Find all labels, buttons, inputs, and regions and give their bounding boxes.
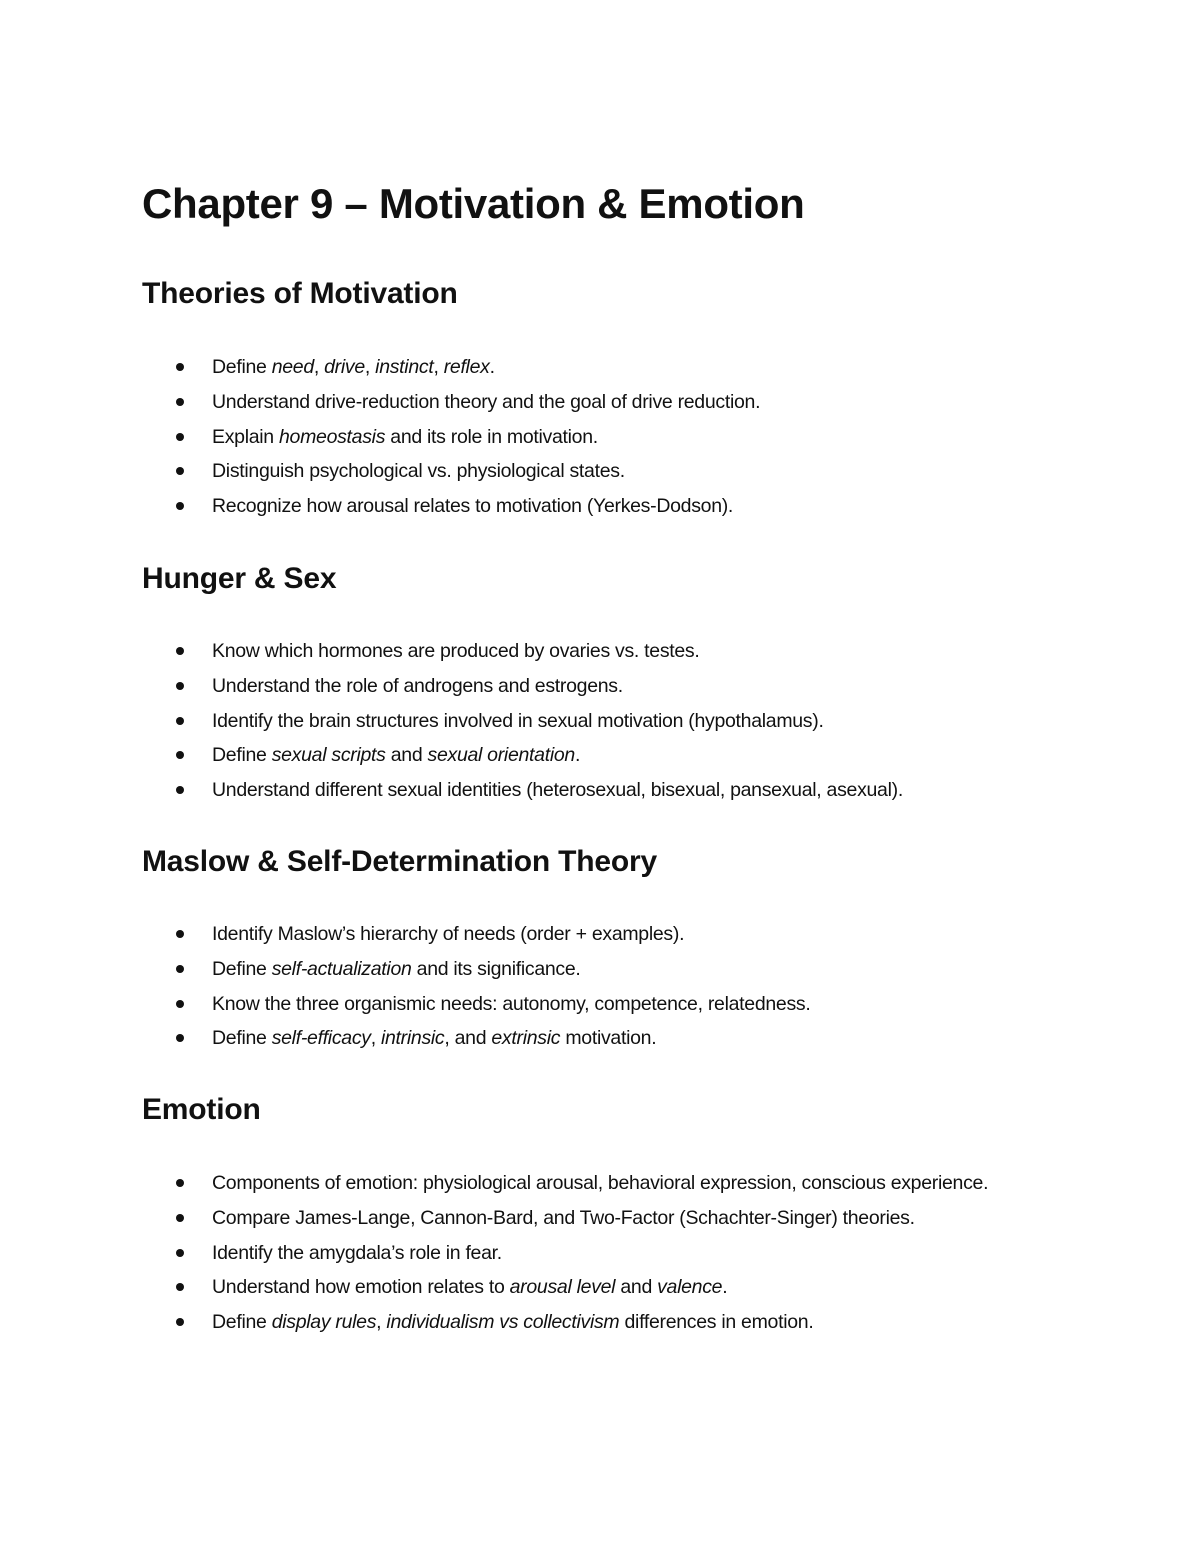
bullet-item bbox=[172, 489, 1072, 524]
bullet-text: Identify the amygdala’s role in fear. bbox=[212, 1241, 502, 1264]
bullet-text: Recognize how arousal relates to motivation (Yerkes-Dodson). bbox=[212, 495, 734, 518]
bullet-dot-icon bbox=[176, 1214, 184, 1222]
bullet-text: , bbox=[370, 1027, 381, 1050]
bullet-item bbox=[172, 917, 1072, 952]
bullet-text-emphasis: intrinsic bbox=[380, 1027, 445, 1050]
bullet-text: and its role in motivation. bbox=[385, 425, 598, 448]
bullet-list-hunger-and-sex bbox=[172, 634, 1072, 808]
bullet-text: Identify Maslow’s hierarchy of needs (order + examples). bbox=[212, 923, 685, 945]
bullet-text: motivation. bbox=[560, 1027, 657, 1050]
bullet-item bbox=[172, 669, 1072, 704]
bullet-dot-icon bbox=[176, 502, 184, 510]
bullet-dot-icon bbox=[176, 363, 184, 371]
bullet-text: Define bbox=[212, 1027, 272, 1050]
bullet-item bbox=[172, 350, 1072, 385]
bullet-text: . bbox=[722, 1276, 728, 1299]
bullet-item bbox=[172, 1166, 1072, 1201]
bullet-text-emphasis: self-actualization bbox=[271, 957, 412, 980]
bullet-text: Explain bbox=[212, 425, 279, 448]
bullet-text: Distinguish psychological vs. physiological states. bbox=[212, 460, 625, 483]
bullet-text-emphasis: homeostasis bbox=[278, 425, 386, 448]
bullet-item bbox=[172, 1021, 1072, 1056]
bullet-dot-icon bbox=[176, 1000, 184, 1008]
bullet-text: Compare James-Lange, Cannon-Bard, and Two-Factor (Schachter-Singer) theories. bbox=[212, 1206, 915, 1229]
bullet-text: , bbox=[376, 1311, 387, 1334]
bullet-item bbox=[172, 634, 1072, 669]
bullet-text: Understand drive-reduction theory and the goal of drive reduction. bbox=[212, 390, 761, 413]
bullet-text: and its significance. bbox=[411, 957, 581, 980]
bullet-item bbox=[172, 773, 1072, 808]
bullet-dot-icon bbox=[176, 682, 184, 690]
bullet-dot-icon bbox=[176, 751, 184, 759]
bullet-text: , bbox=[364, 356, 376, 378]
bullet-dot-icon bbox=[176, 965, 184, 973]
bullet-dot-icon bbox=[176, 1318, 184, 1326]
bullet-dot-icon bbox=[176, 717, 184, 725]
bullet-text: Know which hormones are produced by ovaries vs. testes. bbox=[212, 640, 700, 662]
bullet-text: , bbox=[313, 356, 325, 378]
bullet-text-emphasis: sexual scripts bbox=[271, 744, 386, 767]
bullet-item bbox=[172, 1305, 1072, 1340]
bullet-text: Identify the brain structures involved in sexual motivation (hypothalamus). bbox=[212, 709, 824, 732]
bullet-list-emotion bbox=[172, 1166, 1072, 1340]
bullet-list-theories-of-motivation bbox=[172, 350, 1072, 524]
bullet-dot-icon bbox=[176, 786, 184, 794]
bullet-text-emphasis: reflex bbox=[443, 356, 490, 378]
bullet-text: and bbox=[385, 744, 428, 767]
bullet-item bbox=[172, 385, 1072, 420]
bullet-text-emphasis: display rules bbox=[271, 1311, 377, 1334]
bullet-item bbox=[172, 420, 1072, 455]
bullet-text: Understand how emotion relates to bbox=[212, 1276, 510, 1299]
bullet-item bbox=[172, 1201, 1072, 1236]
bullet-item bbox=[172, 1236, 1072, 1271]
bullet-text: Know the three organismic needs: autonomy, competence, relatedness. bbox=[212, 992, 811, 1015]
bullet-text: . bbox=[489, 356, 495, 378]
bullet-text: , bbox=[433, 356, 444, 378]
bullet-item bbox=[172, 1270, 1072, 1305]
bullet-text: . bbox=[574, 744, 581, 767]
bullet-text: Understand different sexual identities (heterosexual, bisexual, pansexual, asexual). bbox=[212, 779, 903, 802]
bullet-dot-icon bbox=[176, 1249, 184, 1257]
bullet-text-emphasis: sexual orientation bbox=[427, 744, 575, 767]
bullet-item bbox=[172, 952, 1072, 987]
bullet-text: Define bbox=[212, 744, 272, 767]
bullet-dot-icon bbox=[176, 467, 184, 475]
bullet-item bbox=[172, 987, 1072, 1022]
bullet-dot-icon bbox=[176, 930, 184, 938]
bullet-list-maslow-and-self-determination bbox=[172, 917, 1072, 1056]
bullet-dot-icon bbox=[176, 1034, 184, 1042]
bullet-item bbox=[172, 738, 1072, 773]
document-title: Chapter 9 – Motivation & Emotion bbox=[142, 180, 805, 227]
section-heading-maslow-and-self-determination: Maslow & Self-Determination Theory bbox=[142, 845, 657, 878]
bullet-text-emphasis: instinct bbox=[375, 356, 434, 378]
bullet-text-emphasis: need bbox=[271, 356, 314, 378]
bullet-text-emphasis: drive bbox=[324, 356, 365, 378]
bullet-text-emphasis: individualism vs collectivism bbox=[386, 1311, 620, 1334]
bullet-text-emphasis: valence bbox=[657, 1276, 723, 1299]
bullet-text: Define bbox=[212, 1311, 272, 1334]
bullet-text: Components of emotion: physiological arousal, behavioral expression, conscious experience. bbox=[212, 1172, 989, 1194]
bullet-dot-icon bbox=[176, 433, 184, 441]
bullet-text: , and bbox=[444, 1027, 492, 1050]
bullet-dot-icon bbox=[176, 398, 184, 406]
bullet-text: Define bbox=[212, 356, 272, 378]
bullet-text: Define bbox=[212, 957, 272, 980]
section-heading-emotion: Emotion bbox=[142, 1093, 261, 1126]
section-heading-hunger-and-sex: Hunger & Sex bbox=[142, 562, 337, 595]
bullet-item bbox=[172, 704, 1072, 739]
bullet-dot-icon bbox=[176, 647, 184, 655]
bullet-dot-icon bbox=[176, 1283, 184, 1291]
bullet-text-emphasis: extrinsic bbox=[491, 1027, 561, 1050]
bullet-text: and bbox=[615, 1276, 658, 1299]
bullet-text-emphasis: arousal level bbox=[509, 1276, 616, 1299]
bullet-text: differences in emotion. bbox=[619, 1311, 814, 1334]
bullet-text: Understand the role of androgens and estrogens. bbox=[212, 674, 623, 697]
bullet-item bbox=[172, 454, 1072, 489]
section-heading-theories-of-motivation: Theories of Motivation bbox=[142, 277, 458, 310]
bullet-dot-icon bbox=[176, 1179, 184, 1187]
bullet-text-emphasis: self-efficacy bbox=[271, 1027, 371, 1050]
